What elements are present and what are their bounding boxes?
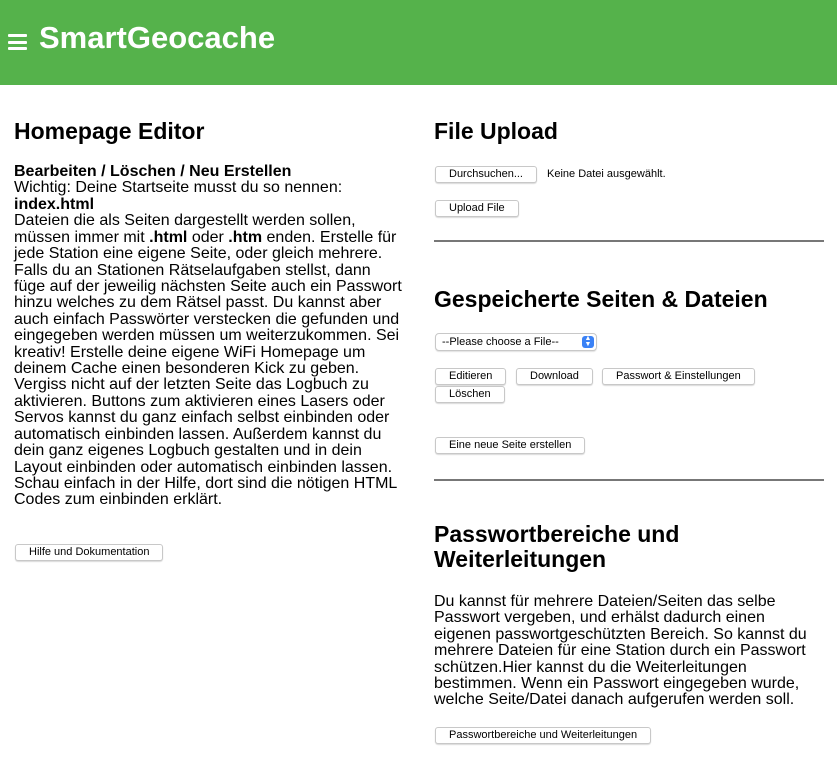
desc-line: aktivieren. Buttons zum aktivieren eines Lasers oder <box>14 392 385 410</box>
desc-line: mehrere Dateien für eine Station durch ein Passwort <box>434 642 806 660</box>
ext-htm: .htm <box>228 228 263 246</box>
saved-files-title: Gespeicherte Seiten & Dateien <box>434 286 768 312</box>
desc-line: eingegeben werden müssen um weiterzukommen. Sei <box>14 327 400 345</box>
editor-description <box>14 213 406 508</box>
password-title-line: Passwortbereiche und <box>434 521 680 547</box>
help-documentation-button[interactable]: Hilfe und Dokumentation <box>15 544 163 561</box>
start-filename: index.html <box>14 196 95 214</box>
file-select-dropdown[interactable] <box>435 333 597 351</box>
desc-line: deinem Cache einen besonderen Kick zu geben. <box>14 360 360 378</box>
desc-line: jede Station eine eigene Seite, oder gleich mehrere. <box>14 245 383 263</box>
desc-line: bestimmen. Wenn ein Passwort eingegeben wurde, <box>434 675 800 693</box>
edit-button[interactable]: Editieren <box>435 368 506 385</box>
desc-line: hinzu welches zu dem Rätsel passt. Du kannst aber <box>14 294 382 312</box>
desc-line: kreativ! Erstelle deine eigene WiFi Homepage um <box>14 343 366 361</box>
desc-line: eigenen passwortgeschützten Bereich. So kannst du <box>434 625 807 643</box>
file-select-value: --Please choose a File-- <box>442 336 559 348</box>
desc-line: Falls du an Stationen Rätselaufgaben stellst, dann <box>14 261 371 279</box>
password-section-title <box>434 522 679 572</box>
desc-line: müssen immer mit .html oder .htm enden. Erstelle für <box>14 228 397 246</box>
desc-line: Dateien die als Seiten dargestellt werden sollen, <box>14 212 356 230</box>
desc-line: Du kannst für mehrere Dateien/Seiten das selbe <box>434 593 776 610</box>
section-divider <box>434 240 824 242</box>
select-arrows-icon: ▲ ▼ <box>582 336 594 348</box>
download-button[interactable]: Download <box>516 368 593 385</box>
ext-html: .html <box>149 228 188 246</box>
section-divider <box>434 479 824 481</box>
desc-line: Layout einbinden oder automatisch einbinden lassen. <box>14 458 393 476</box>
password-redirects-button[interactable]: Passwortbereiche und Weiterleitungen <box>435 727 651 744</box>
homepage-editor-section <box>14 117 406 509</box>
desc-line: welche Seite/Datei danach aufgerufen werden soll. <box>434 691 795 709</box>
desc-line: automatisch einbinden lassen. Außerdem kannst du <box>14 425 382 443</box>
brand-title: SmartGeocache <box>39 20 276 55</box>
desc-line: Vergiss nicht auf der letzten Seite das Logbuch zu <box>14 376 369 394</box>
desc-line: Servos kannst du ganz einfach selbst einbinden oder <box>14 409 390 427</box>
hamburger-menu-icon[interactable] <box>8 34 27 50</box>
desc-line: dein ganz eigenes Logbuch gestalten und in dein <box>14 442 362 460</box>
upload-file-button[interactable]: Upload File <box>435 200 519 217</box>
create-new-page-button[interactable]: Eine neue Seite erstellen <box>435 437 585 454</box>
desc-line: Passwort vergeben, und erhälst dadurch einen <box>434 609 765 627</box>
upload-title: File Upload <box>434 118 558 144</box>
editor-title: Homepage Editor <box>14 118 205 144</box>
top-bar <box>0 0 837 85</box>
editor-subtitle: Bearbeiten / Löschen / Neu Erstellen <box>14 163 292 180</box>
desc-line: Codes zum einbinden erklärt. <box>14 491 223 509</box>
desc-line: Schau einfach in der Hilfe, dort sind die nötigen HTML <box>14 474 398 492</box>
password-title-line: Weiterleitungen <box>434 546 607 572</box>
delete-button[interactable]: Löschen <box>435 386 505 403</box>
desc-line: füge auf der jeweilig nächsten Seite auch ein Passwort <box>14 278 402 296</box>
editor-note: Wichtig: Deine Startseite musst du so nennen: <box>14 179 343 196</box>
browse-file-button[interactable]: Durchsuchen... <box>435 166 537 183</box>
password-settings-button[interactable]: Passwort & Einstellungen <box>602 368 755 385</box>
desc-line: auch einfach Passwörter verstecken die gefunden und <box>14 310 400 328</box>
no-file-selected-text: Keine Datei ausgewählt. <box>547 168 666 180</box>
desc-line: schützen.Hier kannst du die Weiterleitungen <box>434 658 747 676</box>
password-description <box>434 594 829 709</box>
